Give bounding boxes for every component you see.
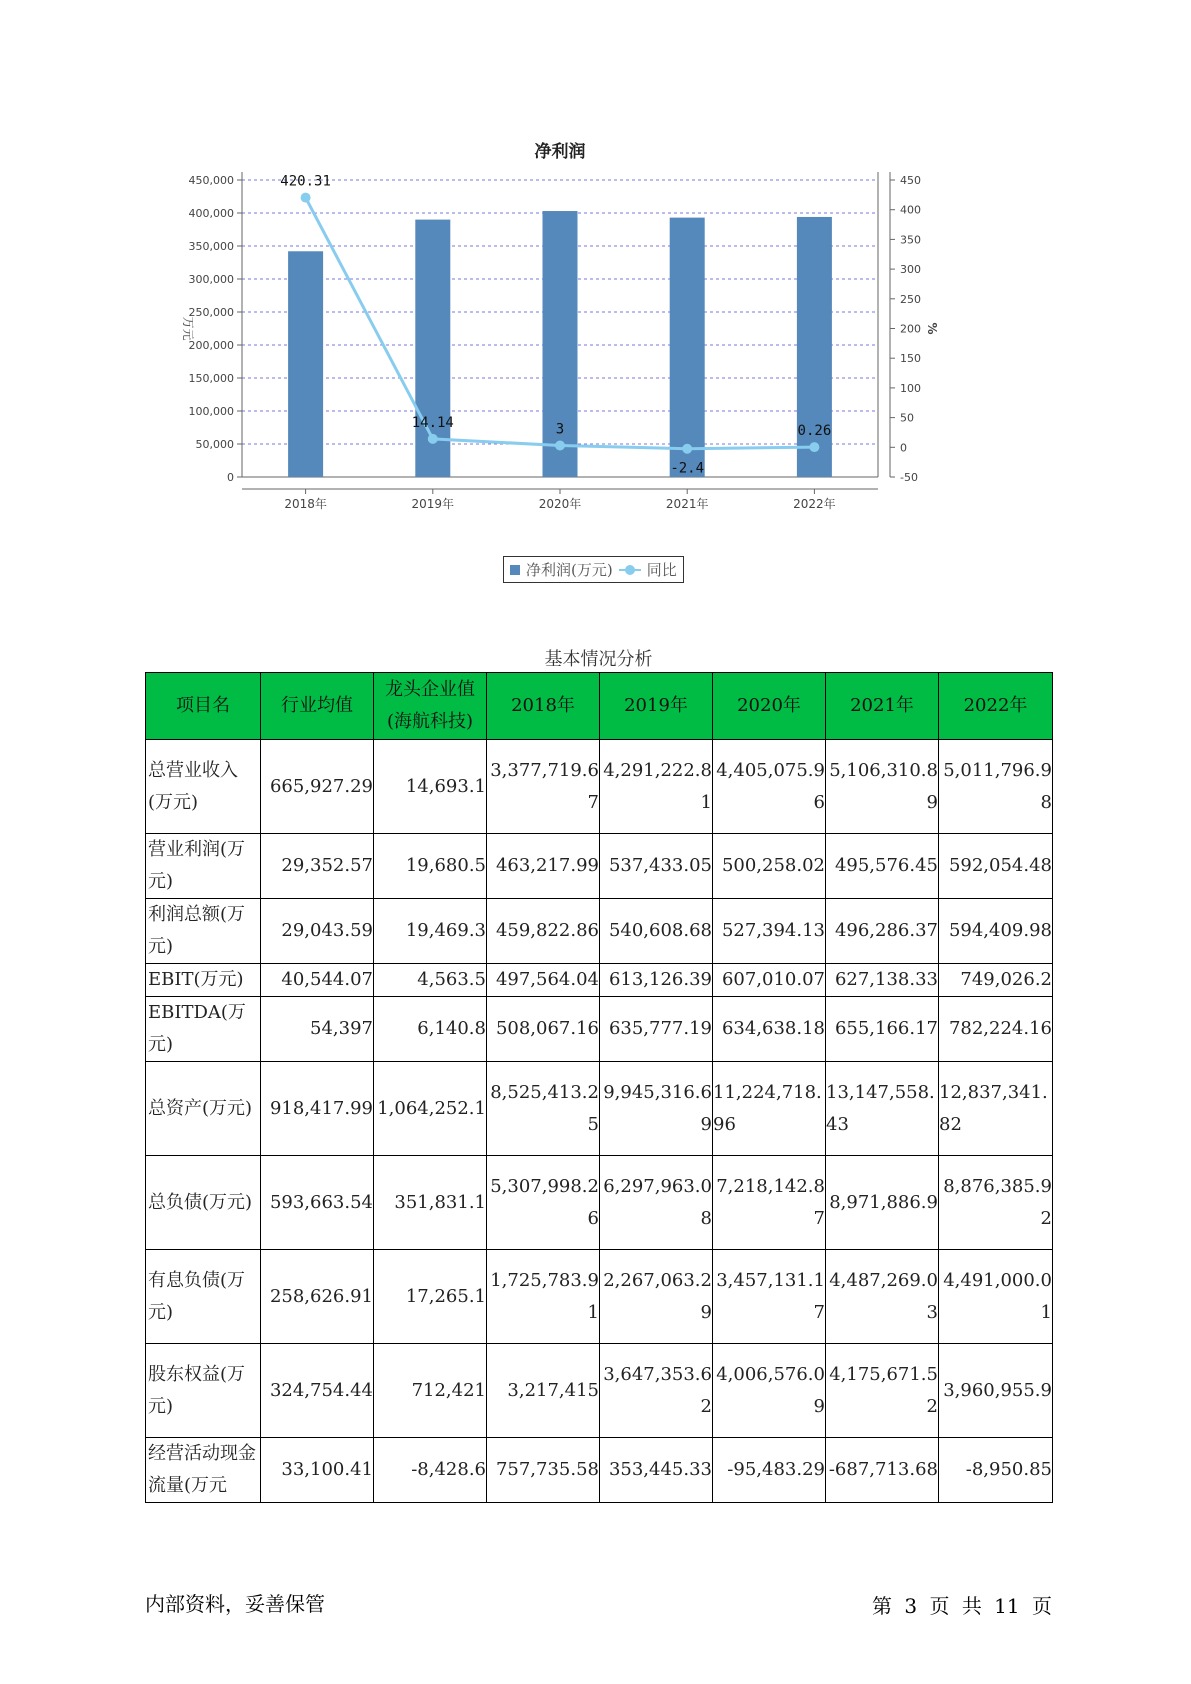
row-label-cell: 有息负债(万元)	[146, 1250, 261, 1344]
header-cell: 2019年	[600, 673, 713, 740]
value-cell: 5,106,310.89	[826, 740, 939, 834]
yoy-data-label: 0.26	[797, 423, 832, 440]
yoy-data-label: 3	[555, 421, 565, 438]
row-label-cell: 营业利润(万元)	[146, 834, 261, 899]
value-cell: 351,831.1	[374, 1156, 487, 1250]
y-tick-label: 200,000	[188, 339, 234, 352]
value-cell: 607,010.07	[713, 964, 826, 997]
legend-line-swatch	[619, 564, 641, 576]
yoy-point	[301, 193, 311, 203]
value-cell: 3,377,719.67	[487, 740, 600, 834]
y2-tick-label: 0	[900, 441, 907, 455]
value-cell: 537,433.05	[600, 834, 713, 899]
value-cell: 12,837,341.82	[939, 1062, 1053, 1156]
value-cell: 496,286.37	[826, 899, 939, 964]
legend-bar-swatch	[510, 565, 520, 575]
y2-tick-label: 400	[900, 203, 921, 217]
value-cell: 463,217.99	[487, 834, 600, 899]
footer-confidential-note: 内部资料，妥善保管	[145, 1592, 325, 1616]
value-cell: 258,626.91	[261, 1250, 374, 1344]
row-label-cell: 利润总额(万元)	[146, 899, 261, 964]
table-row	[146, 1344, 1053, 1438]
yoy-point	[555, 441, 565, 451]
value-cell: 5,307,998.26	[487, 1156, 600, 1250]
table-row	[146, 964, 1053, 997]
value-cell: 593,663.54	[261, 1156, 374, 1250]
value-cell: 3,960,955.9	[939, 1344, 1053, 1438]
table-row	[146, 1062, 1053, 1156]
table-row	[146, 1438, 1053, 1503]
value-cell: 4,006,576.09	[713, 1344, 826, 1438]
value-cell: 54,397	[261, 997, 374, 1062]
value-cell: 4,487,269.03	[826, 1250, 939, 1344]
table-header-row	[146, 673, 1053, 740]
x-tick-label: 2018年	[284, 497, 327, 511]
y-tick-label: 400,000	[188, 207, 234, 220]
y2-tick-label: 450	[900, 174, 921, 187]
value-cell: 782,224.16	[939, 997, 1053, 1062]
value-cell: 29,043.59	[261, 899, 374, 964]
table-row	[146, 740, 1053, 834]
y2-tick-label: 200	[900, 322, 921, 336]
header-cell: 2020年	[713, 673, 826, 740]
chart-legend	[503, 556, 684, 583]
value-cell: 8,876,385.92	[939, 1156, 1053, 1250]
header-cell: 项目名	[146, 673, 261, 740]
bar-2021年	[670, 218, 705, 477]
yoy-point	[809, 442, 819, 452]
y2-tick-label: 50	[900, 411, 914, 425]
value-cell: 594,409.98	[939, 899, 1053, 964]
y-tick-label: 450,000	[188, 174, 234, 187]
value-cell: 4,405,075.96	[713, 740, 826, 834]
value-cell: 4,291,222.81	[600, 740, 713, 834]
value-cell: 7,218,142.87	[713, 1156, 826, 1250]
value-cell: 33,100.41	[261, 1438, 374, 1503]
value-cell: 527,394.13	[713, 899, 826, 964]
value-cell: 495,576.45	[826, 834, 939, 899]
value-cell: -687,713.68	[826, 1438, 939, 1503]
value-cell: 3,647,353.62	[600, 1344, 713, 1438]
value-cell: 19,680.5	[374, 834, 487, 899]
value-cell: 497,564.04	[487, 964, 600, 997]
value-cell: -95,483.29	[713, 1438, 826, 1503]
row-label-cell: 股东权益(万元)	[146, 1344, 261, 1438]
value-cell: 6,140.8	[374, 997, 487, 1062]
value-cell: 3,457,131.17	[713, 1250, 826, 1344]
value-cell: 757,735.58	[487, 1438, 600, 1503]
bar-2018年	[288, 251, 323, 477]
yoy-point	[682, 444, 692, 454]
y-tick-label: 0	[227, 471, 234, 484]
value-cell: 324,754.44	[261, 1344, 374, 1438]
value-cell: 9,945,316.69	[600, 1062, 713, 1156]
y2-tick-label: 350	[900, 233, 921, 247]
value-cell: 2,267,063.29	[600, 1250, 713, 1344]
value-cell: 540,608.68	[600, 899, 713, 964]
value-cell: -8,428.6	[374, 1438, 487, 1503]
value-cell: 613,126.39	[600, 964, 713, 997]
table-caption: 基本情况分析	[544, 649, 653, 670]
row-label-cell: 经营活动现金流量(万元	[146, 1438, 261, 1503]
legend-bar-label: 净利润(万元)	[526, 561, 613, 579]
y2-tick-label: 100	[900, 381, 921, 395]
row-label-cell: 总负债(万元)	[146, 1156, 261, 1250]
header-cell: 2022年	[939, 673, 1053, 740]
value-cell: 500,258.02	[713, 834, 826, 899]
y-tick-label: 100,000	[188, 405, 234, 418]
value-cell: 665,927.29	[261, 740, 374, 834]
value-cell: 1,725,783.91	[487, 1250, 600, 1344]
value-cell: 8,971,886.9	[826, 1156, 939, 1250]
chart-canvas	[180, 135, 1040, 555]
row-label-cell: 总营业收入(万元)	[146, 740, 261, 834]
x-tick-label: 2020年	[538, 497, 582, 511]
y2-tick-label: -50	[900, 471, 918, 484]
value-cell: 4,491,000.01	[939, 1250, 1053, 1344]
net-profit-chart	[180, 135, 1040, 595]
value-cell: 40,544.07	[261, 964, 374, 997]
footer-page-number: 第 3 页 共 11 页	[872, 1594, 1052, 1618]
header-cell: 龙头企业值(海航科技)	[374, 673, 487, 740]
value-cell: 11,224,718.96	[713, 1062, 826, 1156]
chart-title: 净利润	[534, 142, 586, 162]
x-tick-label: 2021年	[665, 497, 709, 511]
value-cell: 1,064,252.1	[374, 1062, 487, 1156]
header-cell: 2018年	[487, 673, 600, 740]
table-row	[146, 899, 1053, 964]
y-tick-label: 50,000	[195, 438, 234, 451]
value-cell: 508,067.16	[487, 997, 600, 1062]
value-cell: 19,469.3	[374, 899, 487, 964]
table-row	[146, 997, 1053, 1062]
yoy-data-label: 14.14	[411, 414, 454, 431]
value-cell: 634,638.18	[713, 997, 826, 1062]
value-cell: 4,563.5	[374, 964, 487, 997]
header-cell: 2021年	[826, 673, 939, 740]
basic-analysis-table	[145, 672, 1053, 1503]
table-body	[146, 740, 1053, 1503]
value-cell: -8,950.85	[939, 1438, 1053, 1503]
value-cell: 5,011,796.98	[939, 740, 1053, 834]
y-tick-label: 300,000	[188, 273, 234, 286]
legend-line-label: 同比	[646, 561, 677, 579]
value-cell: 459,822.86	[487, 899, 600, 964]
table-row	[146, 1250, 1053, 1344]
row-label-cell: EBITDA(万元)	[146, 997, 261, 1062]
value-cell: 749,026.2	[939, 964, 1053, 997]
value-cell: 918,417.99	[261, 1062, 374, 1156]
value-cell: 6,297,963.08	[600, 1156, 713, 1250]
value-cell: 627,138.33	[826, 964, 939, 997]
value-cell: 4,175,671.52	[826, 1344, 939, 1438]
value-cell: 592,054.48	[939, 834, 1053, 899]
y-tick-label: 250,000	[188, 306, 234, 319]
y-axis-label: 万元	[181, 316, 195, 341]
y2-tick-label: 250	[900, 292, 921, 306]
value-cell: 13,147,558.43	[826, 1062, 939, 1156]
yoy-data-label: -2.4	[670, 460, 705, 477]
value-cell: 712,421	[374, 1344, 487, 1438]
yoy-data-label: 420.31	[280, 173, 331, 190]
row-label-cell: EBIT(万元)	[146, 964, 261, 997]
y2-tick-label: 300	[900, 263, 921, 277]
value-cell: 8,525,413.25	[487, 1062, 600, 1156]
value-cell: 635,777.19	[600, 997, 713, 1062]
header-cell: 行业均值	[261, 673, 374, 740]
table-row	[146, 1156, 1053, 1250]
x-tick-label: 2019年	[411, 497, 455, 511]
value-cell: 655,166.17	[826, 997, 939, 1062]
y-tick-label: 350,000	[188, 240, 234, 253]
x-tick-label: 2022年	[793, 497, 836, 511]
yoy-point	[428, 434, 438, 444]
value-cell: 17,265.1	[374, 1250, 487, 1344]
value-cell: 3,217,415	[487, 1344, 600, 1438]
value-cell: 14,693.1	[374, 740, 487, 834]
row-label-cell: 总资产(万元)	[146, 1062, 261, 1156]
y2-axis-label: %	[925, 322, 939, 335]
value-cell: 29,352.57	[261, 834, 374, 899]
value-cell: 353,445.33	[600, 1438, 713, 1503]
y2-tick-label: 150	[900, 352, 921, 366]
y-tick-label: 150,000	[188, 372, 234, 385]
table-row	[146, 834, 1053, 899]
